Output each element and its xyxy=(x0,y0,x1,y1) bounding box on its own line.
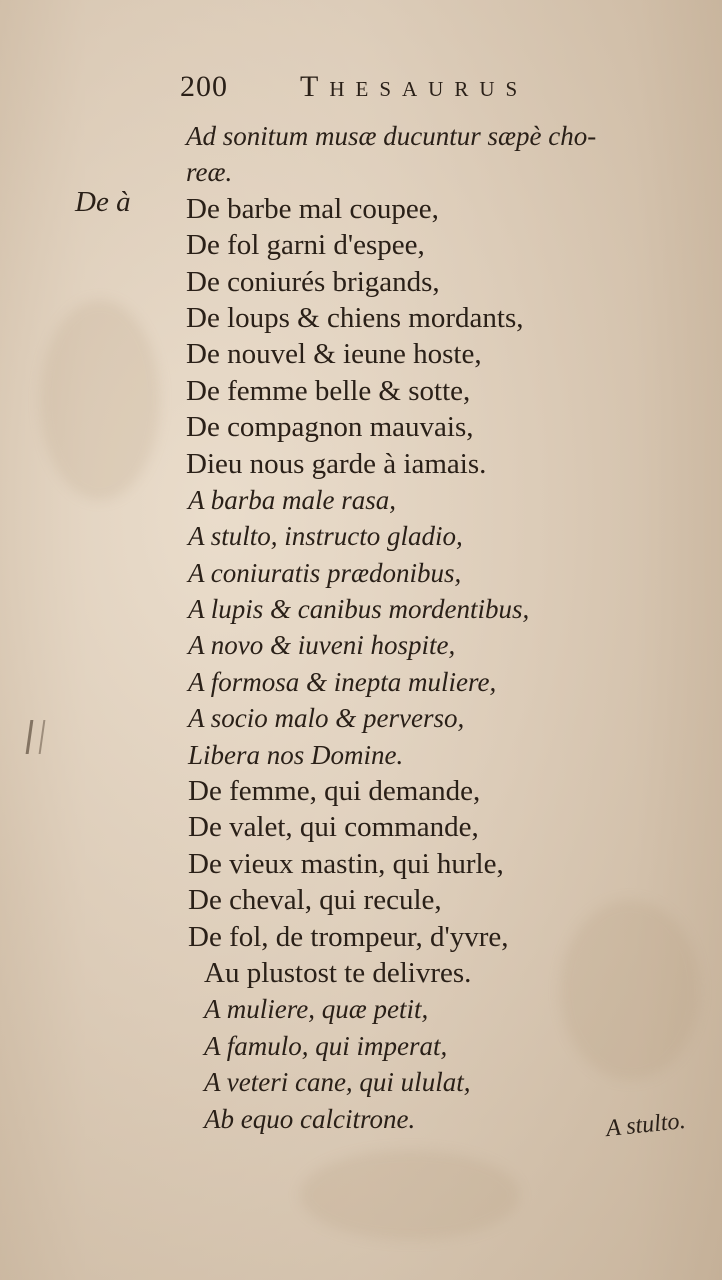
page-number: 200 xyxy=(180,70,228,103)
text-line: A veteri cane, qui ululat, xyxy=(204,1067,471,1098)
text-line: De valet, qui commande, xyxy=(188,811,479,844)
text-line: reæ. xyxy=(186,157,233,188)
text-line: A lupis & canibus mordentibus, xyxy=(188,594,530,625)
text-line: Dieu nous garde à iamais. xyxy=(186,447,487,480)
text-line: A socio malo & perverso, xyxy=(188,703,465,734)
text-line: De nouvel & ieune hoste, xyxy=(186,338,482,371)
paper-stain xyxy=(300,1150,520,1240)
text-line: Au plustost te delivres. xyxy=(204,956,472,989)
text-line: De fol garni d'espee, xyxy=(186,229,425,262)
text-block xyxy=(186,118,666,1137)
text-line: A stulto, instructo gladio, xyxy=(188,521,463,552)
text-line: A coniuratis prædonibus, xyxy=(188,557,462,588)
running-title: Thesaurus xyxy=(300,70,529,103)
catchword: A stulto. xyxy=(604,1107,687,1143)
text-line: De coniurés brigands, xyxy=(186,265,440,298)
text-line: A famulo, qui imperat, xyxy=(204,1030,448,1061)
margin-mark xyxy=(26,720,46,754)
text-line: A novo & iuveni hospite, xyxy=(188,630,456,661)
page-header xyxy=(180,70,620,110)
text-line: De femme belle & sotte, xyxy=(186,374,471,407)
text-line: De barbe mal coupee, xyxy=(186,192,439,225)
text-line: De femme, qui demande, xyxy=(188,775,481,808)
text-line: De vieux mastin, qui hurle, xyxy=(188,847,504,880)
marginal-note: De à xyxy=(75,186,131,218)
paper-stain xyxy=(40,300,160,500)
text-line: Ab equo calcitrone. xyxy=(204,1103,416,1134)
text-line: De loups & chiens mordants, xyxy=(186,301,524,334)
text-line: A barba male rasa, xyxy=(188,484,397,515)
text-line: Ad sonitum musæ ducuntur sæpè cho- xyxy=(186,121,597,151)
text-line: A muliere, quæ petit, xyxy=(204,994,429,1025)
text-line: A formosa & inepta muliere, xyxy=(188,666,497,697)
text-line: De compagnon mauvais, xyxy=(186,411,474,444)
text-line: De fol, de trompeur, d'yvre, xyxy=(188,920,509,953)
text-line: De cheval, qui recule, xyxy=(188,884,442,917)
text-line: Libera nos Domine. xyxy=(188,739,404,770)
